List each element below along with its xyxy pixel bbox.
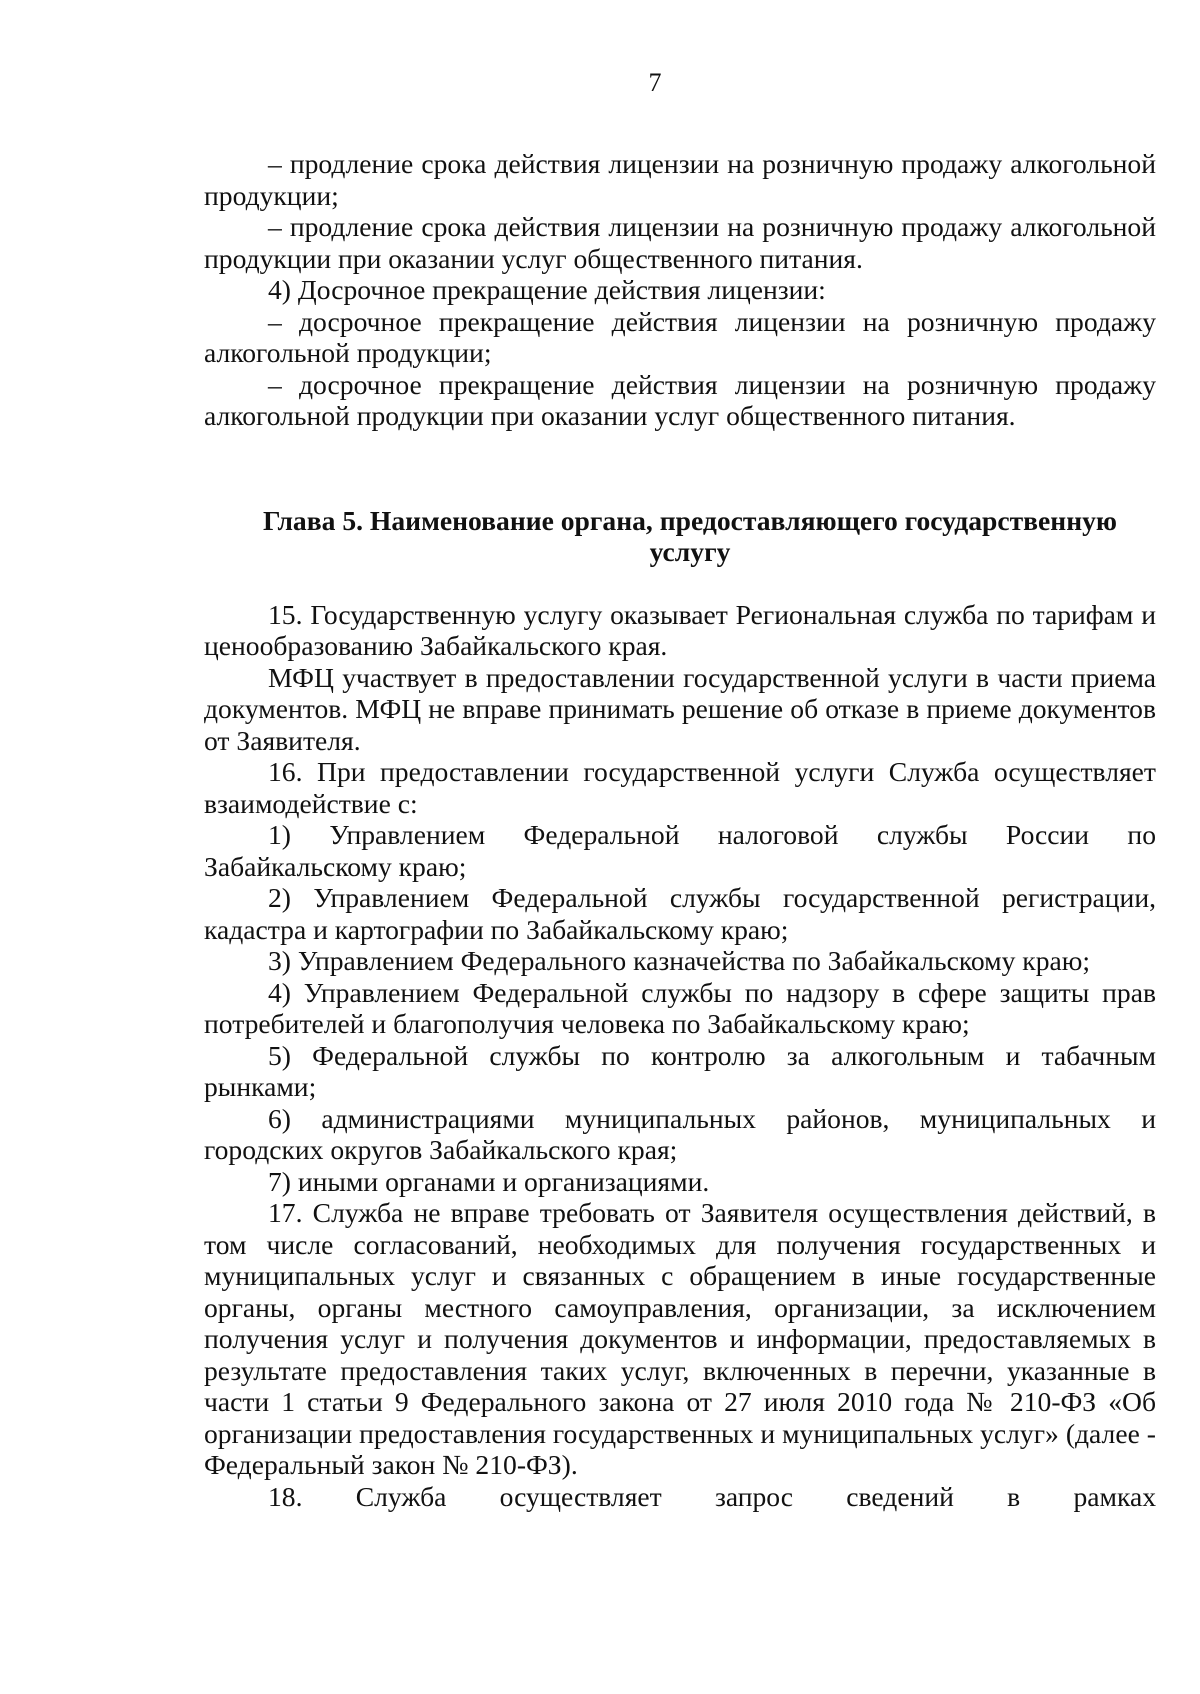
list-item-1: 1) Управлением Федеральной налоговой службы России по Забайкальскому краю; <box>204 819 1156 882</box>
paragraph-15: 15. Государственную услугу оказывает Региональная служба по тарифам и ценообразованию Забайкальского края. <box>204 598 1156 661</box>
list-item-3: 3) Управлением Федерального казначейства по Забайкальскому краю; <box>268 945 1091 976</box>
paragraph-top-1: – продление срока действия лицензии на розничную продажу алкогольной продукции; <box>204 148 1156 211</box>
list-item-4: 4) Управлением Федеральной службы по надзору в сфере защиты прав потребителей и благополучия человека по Забайкальскому краю; <box>204 976 1156 1039</box>
paragraph-mfc: МФЦ участвует в предоставлении государственной услуги в части приема документов. МФЦ не вправе принимать решение об отказе в приеме документов от Заявителя. <box>204 661 1156 756</box>
paragraph-16: 16. При предоставлении государственной услуги Служба осуществляет взаимодействие с: <box>204 756 1156 819</box>
paragraph-18: 18. Служба осуществляет запрос сведений в рамках <box>268 1480 1156 1512</box>
list-item-5: 5) Федеральной службы по контролю за алкогольным и табачным рынками; <box>204 1039 1156 1102</box>
paragraph-top-4: – досрочное прекращение действия лицензии на розничную продажу алкогольной продукции; <box>204 305 1156 368</box>
paragraph-top-3: 4) Досрочное прекращение действия лицензии: <box>268 274 826 305</box>
list-item-6: 6) администрациями муниципальных районов, муниципальных и городских округов Забайкальского края; <box>204 1102 1156 1165</box>
chapter-heading: Глава 5. Наименование органа, предоставляющего государственную услугу <box>263 504 1117 567</box>
document-body <box>204 148 1156 1512</box>
paragraph-17: 17. Служба не вправе требовать от Заявителя осуществления действий, в том числе согласований, необходимых для получения государственных и муниципальных услуг и связанных с обращением в иные государственные органы, органы местного самоуправления, организации, за исключением получения услуг и получения документов и информации, предоставляемых в результате предоставления таких услуг, включенных в перечни, указанные в части 1 статьи 9 Федерального закона от 27 июля 2010 года № 210-ФЗ «Об организации предоставления государственных и муниципальных услуг» (далее - Федеральный закон № 210-ФЗ). <box>204 1197 1156 1480</box>
paragraph-top-2: – продление срока действия лицензии на розничную продажу алкогольной продукции при оказании услуг общественного питания. <box>204 211 1156 274</box>
spacer <box>204 432 1156 505</box>
spacer <box>204 568 1156 599</box>
paragraph-top-5: – досрочное прекращение действия лицензии на розничную продажу алкогольной продукции при оказании услуг общественного питания. <box>204 368 1156 431</box>
page-number: 7 <box>648 68 662 97</box>
list-item-2: 2) Управлением Федеральной службы государственной регистрации, кадастра и картографии по Забайкальскому краю; <box>204 882 1156 945</box>
list-item-7: 7) иными органами и организациями. <box>268 1165 710 1197</box>
